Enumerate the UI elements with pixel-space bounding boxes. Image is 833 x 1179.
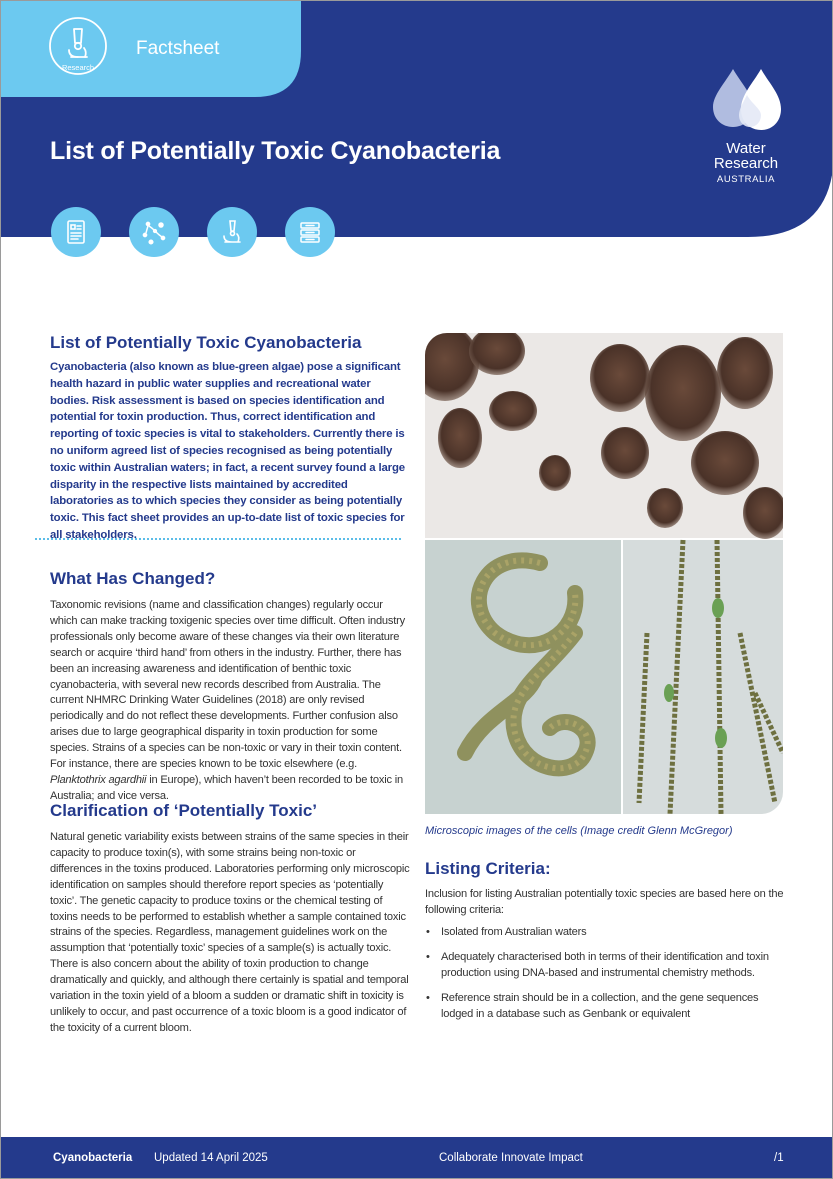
microscope-icon xyxy=(207,207,257,257)
list-item-text: Isolated from Australian waters xyxy=(441,926,587,938)
list-item xyxy=(425,925,785,941)
species-name: Planktothrix agardhii xyxy=(50,773,147,786)
what-has-changed-heading: What Has Changed? xyxy=(50,569,216,588)
photo-caption: Microscopic images of the cells (Image credit Glenn McGregor) xyxy=(425,825,733,837)
cells-icon xyxy=(129,207,179,257)
page-footer xyxy=(1,1137,833,1179)
factsheet-label: Factsheet xyxy=(136,38,220,59)
footer-updated-date: Updated 14 April 2025 xyxy=(154,1152,268,1164)
database-icon xyxy=(285,207,335,257)
svg-text:Research: Research xyxy=(61,63,95,72)
bullet-icon: • xyxy=(426,991,430,1004)
logo-wordmark xyxy=(701,141,791,185)
footer-topic: Cyanobacteria xyxy=(53,1152,133,1164)
logo-line-research: Research xyxy=(713,155,779,172)
spiral-filament-panel xyxy=(425,540,621,814)
what-has-changed-paragraph xyxy=(50,598,410,805)
intro-paragraph: Cyanobacteria (also known as blue-green algae) pose a significant health hazard in public water supplies and recreational water bodies. Risk assessment is based on species identification and potential for toxin production. Thus, correct identification and reporting of toxic species is vital to stakeholders. Currently there is no uniform agreed list of species recognised as being potentially toxic within Australian waters; in fact, a recent survey found a large disparity in the respective lists maintained by accredited laboratories as to which species they consider as being potentially toxic. This fact sheet provides an up-to-date list of toxic species for all stakeholders. xyxy=(50,361,405,541)
list-item-text: Adequately characterised both in terms of their identification and toxin production using DNA-based and instrumental chemistry methods. xyxy=(441,950,769,979)
listing-criteria-list xyxy=(425,925,785,1032)
research-badge-icon xyxy=(47,15,109,77)
changed-text-part-1: Taxonomic revisions (name and classification changes) regularly occur which can make tracking toxigenic species over time difficult. Often industry professionals only become aware of these changes via their own literature search or acquire ‘third hand’ from others in the industry. Further, there has been an increasing awareness and identification of benthic toxic cyanobacteria, with several new records described from Australia. The current NHMRC Drinking Water Guidelines (2018) are only revised periodically and do not reflect these developments. Further confusion also arises due to large geographical disparity in toxin production for some species. Strains of a species can be non-toxic or vary in their toxin content. For instance, there are species known to be toxic elsewhere (e.g. xyxy=(50,599,405,771)
header-banner xyxy=(1,1,833,261)
listing-criteria-heading: Listing Criteria: xyxy=(425,859,551,878)
page-title: List of Potentially Toxic Cyanobacteria xyxy=(50,137,501,165)
list-item-text: Reference strain should be in a collection, and the gene sequences lodged in a database such as Genbank or equivalent xyxy=(441,991,759,1020)
changed-text-part-2: in Europe), which haven’t been recorded to be toxic in Australia; and vice versa. xyxy=(50,773,403,802)
logo-line-water: Water xyxy=(726,140,766,157)
microscope-photo-collage xyxy=(425,333,783,814)
listing-criteria-intro: Inclusion for listing Australian potentially toxic species are based here on the following criteria: xyxy=(425,888,784,916)
bullet-icon: • xyxy=(426,926,430,938)
topic-icon-row xyxy=(51,207,335,257)
clarification-heading: Clarification of ‘Potentially Toxic’ xyxy=(50,801,318,820)
list-item xyxy=(425,991,785,1023)
document-icon xyxy=(51,207,101,257)
footer-tagline: Collaborate Innovate Impact xyxy=(439,1152,583,1164)
clarification-paragraph: Natural genetic variability exists between strains of the same species in their capacity to produce toxin(s), with some strains being non-toxic or differences in the toxins produced. Laboratories performing only microscopic identification on samples should therefore report species as ‘potentially toxic’. The genetic capacity to produce toxins or the chemical testing of toxins needs to be performed to establish whether a sample contained toxic strains of the species. Regardless, management guidelines work on the assumption that ‘potentially toxic’ species of a sample(s) is actually toxic. There is also concern about the ability of toxin production to change dramatically and quickly, and although there certainly is spatial and temporal variation in the toxin yield of a bloom a sudden or dramatic shift in toxicity is unlikely to occur, and past occurrence of a toxic bloom is a good indicator of the toxicity of a current bloom. xyxy=(50,831,410,1034)
bullet-icon: • xyxy=(426,950,430,963)
intro-heading: List of Potentially Toxic Cyanobacteria xyxy=(50,333,362,352)
logo-line-australia: AUSTRALIA xyxy=(716,174,776,185)
section-divider xyxy=(35,538,401,540)
list-item xyxy=(425,950,785,982)
footer-page-number: /1 xyxy=(774,1152,784,1164)
